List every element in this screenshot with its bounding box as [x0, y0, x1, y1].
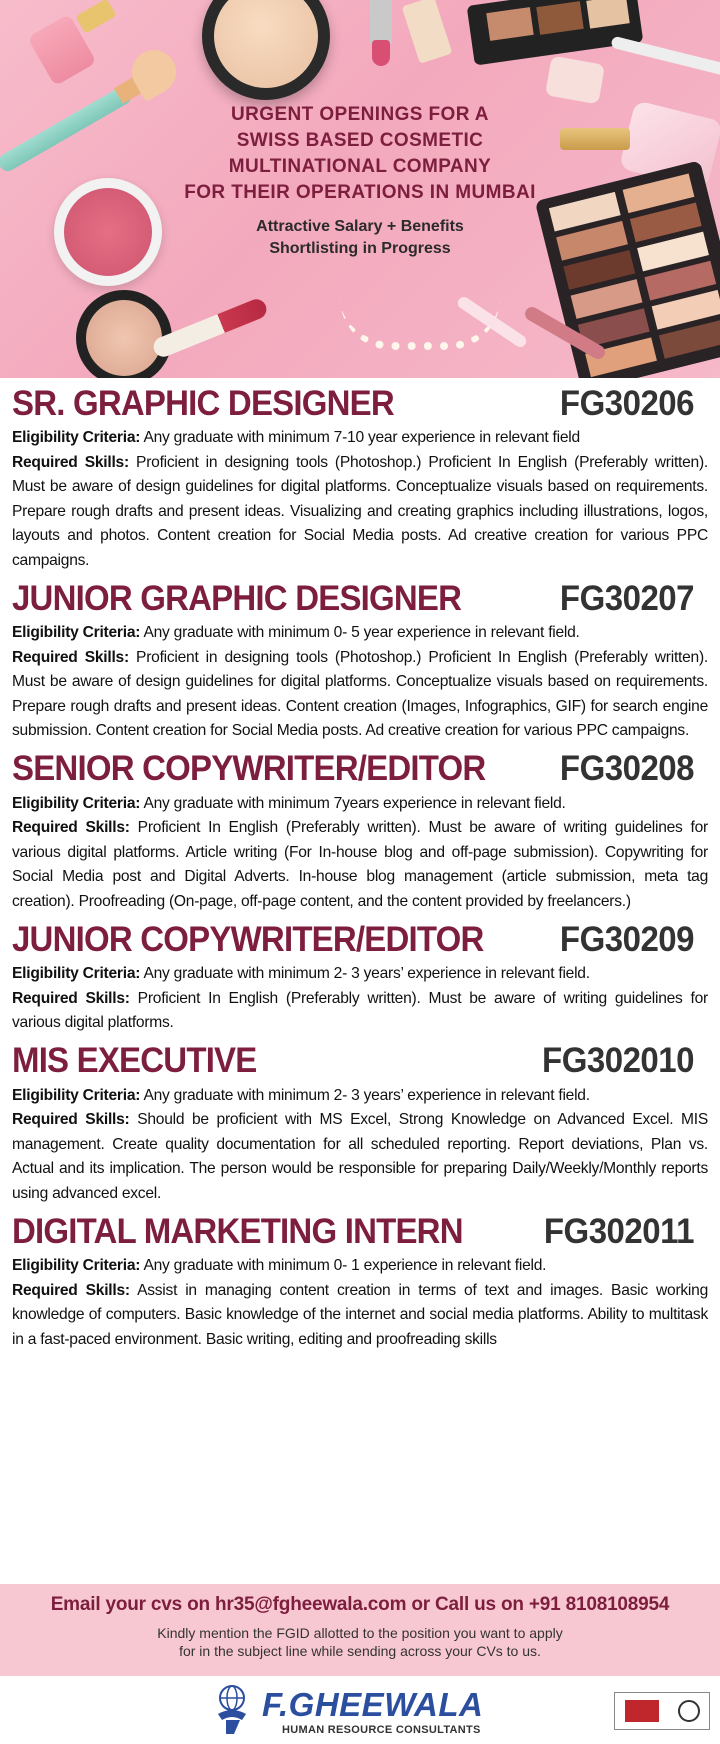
job-title: JUNIOR GRAPHIC DESIGNER	[12, 577, 462, 617]
skills-label: Required Skills:	[12, 453, 129, 471]
job-code: FG30208	[559, 747, 694, 788]
brand-tagline: HUMAN RESOURCE CONSULTANTS	[282, 1724, 481, 1736]
eligibility-text: Any graduate with minimum 0- 5 year experience in relevant field.	[143, 624, 580, 641]
job-description	[12, 621, 708, 744]
job-header	[12, 1036, 708, 1084]
nude-nail-polish-image	[545, 56, 605, 105]
job-code: FG30207	[559, 577, 694, 617]
certification-seal-icon	[678, 1700, 700, 1722]
hero-text	[0, 102, 720, 260]
eligibility-text: Any graduate with minimum 2- 3 years’ experience in relevant field.	[143, 965, 590, 982]
job-posting	[0, 573, 720, 744]
hero-sub-line: Attractive Salary + Benefits	[256, 218, 464, 235]
job-description	[12, 962, 708, 1036]
skills-label: Required Skills:	[12, 1111, 130, 1128]
hero-headline-line: MULTINATIONAL COMPANY	[228, 156, 492, 177]
job-posting	[0, 1206, 720, 1352]
skills-label: Required Skills:	[12, 1281, 130, 1299]
bureau-veritas-logo-icon	[625, 1700, 659, 1722]
job-title: MIS EXECUTIVE	[12, 1039, 257, 1080]
job-posting	[0, 744, 720, 915]
skills-text: Assist in managing content creation in terms of text and images. Basic working knowledge of computers. Basic knowledge of the internet and social media platforms. Ability to multitask in a fast-paced environment. Basic writing, editing and proofreading skills	[12, 1281, 708, 1348]
lipstick-image	[370, 0, 392, 44]
skills-text: Should be proficient with MS Excel, Strong Knowledge on Advanced Excel. MIS management. Create quality documentation for all scheduled reporting. Report deviations, Plan vs. Actual and its implication. The person would be responsible for preparing Daily/Weekly/Monthly reports using advanced excel.	[12, 1111, 708, 1202]
job-code: FG30206	[559, 382, 694, 422]
eligibility-text: Any graduate with minimum 7-10 year experience in relevant field	[143, 429, 580, 446]
concealer-image	[402, 0, 453, 64]
powder-image	[86, 300, 162, 376]
job-title: SENIOR COPYWRITER/EDITOR	[12, 747, 486, 788]
job-posting	[0, 1036, 720, 1207]
hero-subtext	[0, 216, 720, 260]
skills-text: Proficient In English (Preferably written). Must be aware of writing guidelines for various digital platforms.	[12, 989, 708, 1031]
job-header	[12, 744, 708, 792]
job-header	[12, 378, 708, 426]
skills-label: Required Skills:	[12, 819, 130, 836]
eligibility-text: Any graduate with minimum 7years experience in relevant field.	[143, 794, 566, 812]
job-description	[12, 1084, 708, 1207]
contact-note	[0, 1624, 720, 1660]
job-code: FG302010	[542, 1039, 694, 1080]
job-header	[12, 914, 708, 962]
lipstick-tip-image	[372, 40, 390, 66]
skills-text: Proficient In English (Preferably written). Must be aware of writing guidelines for various digital platforms. Article writing (For In-house blog and off-page submission). Copywriting for Social Media post and Digital Adverts. In-house blog management (article submission, meta tag creation). Proofreading (On-page, off-page content, and the content provided by freelancers.)	[12, 819, 708, 910]
eligibility-label: Eligibility Criteria:	[12, 624, 141, 641]
job-header	[12, 573, 708, 621]
job-list	[0, 378, 720, 1352]
eligibility-text: Any graduate with minimum 0- 1 experience in relevant field.	[143, 1257, 547, 1274]
nail-polish-cap-image	[75, 0, 116, 34]
job-description	[12, 426, 708, 573]
skills-text: Proficient in designing tools (Photoshop.) Proficient In English (Preferably written). Must be aware of design guidelines for digital platforms. Conceptualize visuals based on requirements. Prepare rough drafts and present ideas. Content creation (Images, Infographics, GIF) for search engine submission. Content creation for Social Media posts. Ad creative creation for various PPC campaigns.	[12, 648, 708, 739]
job-code: FG30209	[559, 918, 694, 958]
hero-banner	[0, 0, 720, 378]
job-title: SR. GRAPHIC DESIGNER	[12, 382, 394, 422]
globe-logo-icon	[212, 1684, 252, 1736]
certification-badge	[614, 1692, 710, 1730]
skills-label: Required Skills:	[12, 989, 130, 1007]
hero-headline-line: SWISS BASED COSMETIC	[236, 130, 484, 151]
contact-note-line: Kindly mention the FGID allotted to the position you want to apply	[157, 1625, 563, 1641]
skills-text: Proficient in designing tools (Photoshop.) Proficient In English (Preferably written). Must be aware of design guidelines for digital platforms. Conceptualize visuals based on requirements. Prepare rough drafts and present ideas. Visualizing and creating graphics including illustrations, logos, layouts and photos. Content creation for Social Media posts. Ad creative creation for various PPC campaigns.	[12, 453, 708, 569]
contact-line: Email your cvs on hr35@fgheewala.com or Call us on +91 8108108954	[50, 1594, 670, 1615]
brand-name: F.GHEEWALA	[262, 1686, 484, 1723]
eyeliner-image	[610, 36, 720, 77]
eligibility-label: Eligibility Criteria:	[12, 794, 141, 812]
hero-headline-line: URGENT OPENINGS FOR A	[231, 104, 489, 125]
eligibility-label: Eligibility Criteria:	[12, 1086, 141, 1104]
eligibility-label: Eligibility Criteria:	[12, 1257, 141, 1274]
contact-note-line: for in the subject line while sending across your CVs to us.	[179, 1643, 541, 1659]
eligibility-label: Eligibility Criteria:	[12, 965, 141, 982]
job-title: JUNIOR COPYWRITER/EDITOR	[12, 918, 484, 958]
job-header	[12, 1206, 708, 1254]
job-description	[12, 792, 708, 915]
job-title: DIGITAL MARKETING INTERN	[12, 1210, 463, 1250]
skills-label: Required Skills:	[12, 648, 129, 666]
hero-sub-line: Shortlisting in Progress	[269, 240, 451, 257]
job-posting	[0, 914, 720, 1036]
hero-headline-line: FOR THEIR OPERATIONS IN MUMBAI	[184, 182, 536, 203]
job-posting	[0, 378, 720, 573]
job-description	[12, 1254, 708, 1352]
contact-banner	[0, 1584, 720, 1676]
eligibility-text: Any graduate with minimum 2- 3 years’ experience in relevant field.	[143, 1086, 590, 1104]
job-code: FG302011	[543, 1210, 694, 1250]
eligibility-label: Eligibility Criteria:	[12, 429, 141, 446]
brand-footer	[0, 1676, 720, 1744]
